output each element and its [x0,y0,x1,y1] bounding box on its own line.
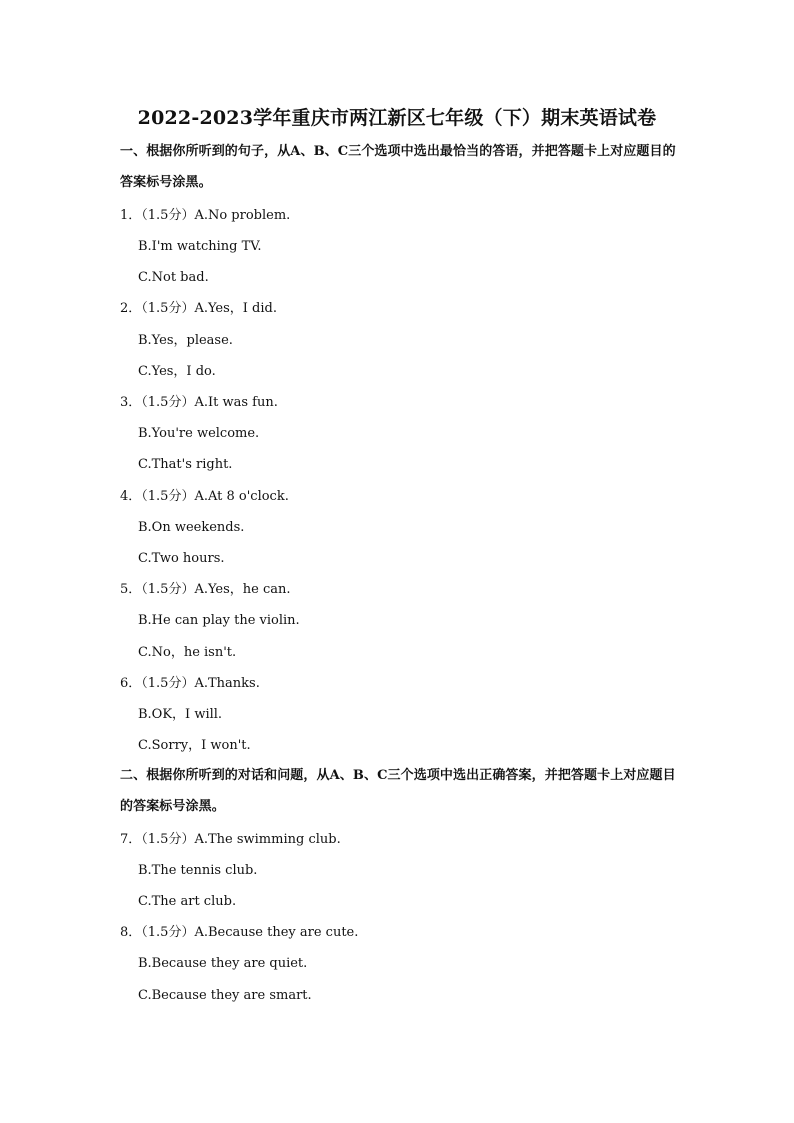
question-1-option-c: C.Not bad. [138,270,209,285]
option-a: A.No problem. [194,208,291,223]
question-3 [120,393,278,413]
option-a: A.The swimming club. [194,832,341,847]
option-a: A.Yes，he can. [194,582,291,597]
question-7-option-c: C.The art club. [138,894,237,909]
question-4-option-b: B.On weekends. [138,520,245,535]
question-8-option-b: B.Because they are quiet. [138,956,308,971]
question-4 [120,487,289,507]
question-number: 7．（1.5分） [120,832,195,847]
question-6-option-b: B.OK，I will. [138,707,223,722]
question-5-option-b: B.He can play the violin. [138,613,300,628]
question-5 [120,580,291,600]
option-a: A.It was fun. [194,395,278,410]
question-number: 6．（1.5分） [120,676,195,691]
section-heading-1: 一、根据你所听到的句子，从A、B、C三个选项中选出最恰当的答语，并把答题卡上对应题目的答案标号涂黑。 [120,144,676,190]
question-8 [120,923,358,943]
question-2-option-b: B.Yes，please. [138,333,233,348]
question-4-option-c: C.Two hours. [138,551,225,566]
question-number: 5．（1.5分） [120,582,195,597]
question-5-option-c: C.No，he isn't. [138,645,237,660]
question-number: 1．（1.5分） [120,208,195,223]
question-7-option-b: B.The tennis club. [138,863,258,878]
question-7 [120,830,341,850]
section-heading-2: 二、根据你所听到的对话和问题，从A、B、C三个选项中选出正确答案，并把答题卡上对应题目的答案标号涂黑。 [120,768,676,814]
question-3-option-b: B.You're welcome. [138,426,260,441]
option-a: A.Because they are cute. [194,925,359,940]
option-a: A.Thanks. [194,676,260,691]
question-3-option-c: C.That's right. [138,457,233,472]
option-a: A.Yes，I did. [194,301,277,316]
question-1 [120,206,290,226]
question-2-option-c: C.Yes，I do. [138,364,216,379]
option-a: A.At 8 o'clock. [194,489,289,504]
question-1-option-b: B.I'm watching TV. [138,239,262,254]
question-number: 3．（1.5分） [120,395,195,410]
question-8-option-c: C.Because they are smart. [138,988,312,1003]
question-6 [120,674,260,694]
question-6-option-c: C.Sorry，I won't. [138,738,251,753]
question-number: 4．（1.5分） [120,489,195,504]
question-2 [120,299,277,319]
page-title: 2022-2023学年重庆市两江新区七年级（下）期末英语试卷 [137,107,657,129]
question-number: 2．（1.5分） [120,301,195,316]
question-number: 8．（1.5分） [120,925,195,940]
